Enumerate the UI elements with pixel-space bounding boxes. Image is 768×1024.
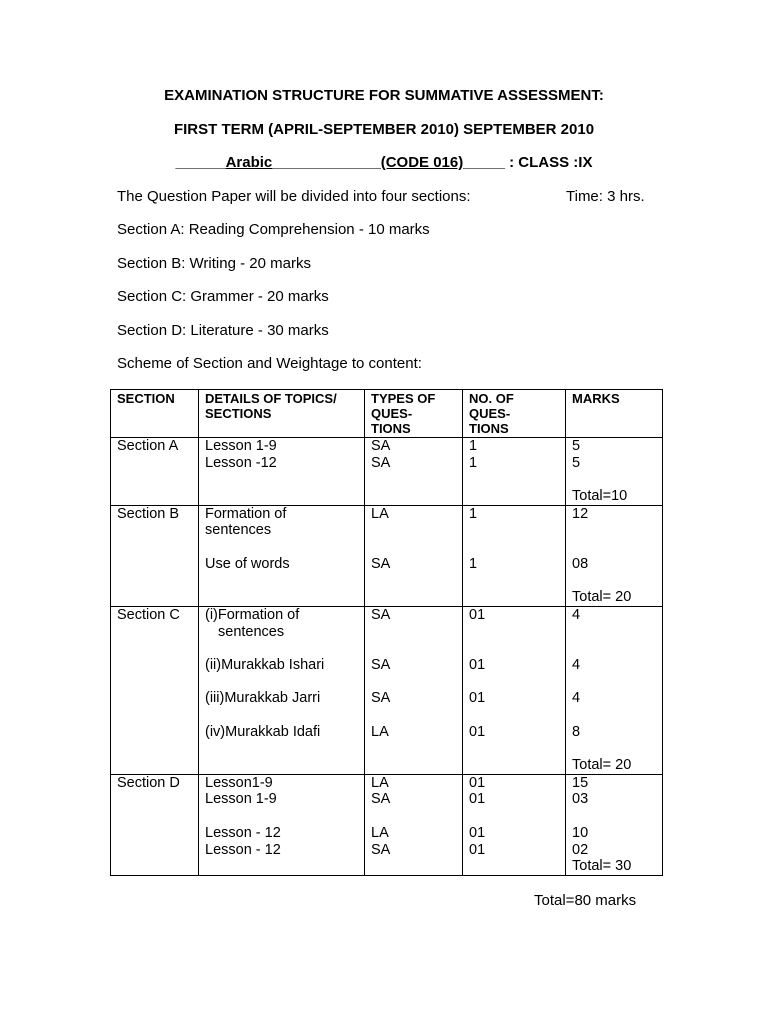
cell-line: SA [371, 791, 391, 808]
cell-line: sentences [205, 522, 272, 539]
cell-line [117, 488, 192, 505]
cell-line: Total= 30 [572, 858, 632, 875]
cell-line [117, 624, 192, 641]
cell-line [117, 556, 192, 573]
cell-line: (i)Formation of [205, 606, 300, 623]
cell-line [117, 539, 192, 556]
cell-line [469, 522, 559, 539]
scheme-table [110, 389, 663, 876]
cell-line [371, 539, 456, 556]
cell-line [572, 573, 656, 590]
header-text: SECTIONS [205, 406, 272, 421]
cell-line [371, 757, 456, 774]
cell-line [469, 488, 559, 505]
cell-line [469, 757, 559, 774]
time-text: Time: 3 hrs. [566, 188, 645, 205]
cell-line: sentences [218, 623, 285, 640]
cell-line [371, 740, 456, 757]
header-section [111, 390, 199, 438]
cell-line: 1 [469, 454, 478, 471]
table-row [111, 505, 663, 606]
cell-line [371, 858, 456, 875]
cell-line [469, 707, 559, 724]
cell-line [469, 740, 559, 757]
header-text: MARKS [572, 391, 620, 406]
cell-line [205, 488, 358, 505]
cell-line [205, 858, 358, 875]
cell-line [117, 791, 192, 808]
cell-line: 01 [469, 723, 486, 740]
cell-line: 03 [572, 791, 589, 808]
cell-line: 01 [469, 841, 486, 858]
cell-line [572, 674, 656, 691]
cell-line [371, 624, 456, 641]
cell-line: 1 [469, 555, 478, 572]
cell-line [117, 757, 192, 774]
cell-line: LA [371, 774, 389, 791]
cell-line [469, 589, 559, 606]
table-row [111, 774, 663, 875]
cell-line: Section D [117, 774, 180, 791]
cell-line [205, 539, 358, 556]
section-summary: Section A: Reading Comprehension - 10 marks [117, 221, 430, 238]
cell-line [371, 589, 456, 606]
cell-types [365, 606, 463, 774]
cell-line: LA [371, 824, 389, 841]
cell-count [463, 606, 566, 774]
cell-line [117, 707, 192, 724]
cell-marks [566, 606, 663, 774]
cell-line [117, 657, 192, 674]
cell-line: 4 [572, 606, 581, 623]
header-text: TIONS [371, 421, 411, 436]
cell-line: 5 [572, 454, 581, 471]
cell-line [117, 455, 192, 472]
cell-line [371, 640, 456, 657]
cell-line [371, 471, 456, 488]
cell-count [463, 438, 566, 506]
cell-line [469, 640, 559, 657]
cell-line [469, 858, 559, 875]
cell-line [117, 674, 192, 691]
cell-section [111, 606, 199, 774]
cell-types [365, 774, 463, 875]
cell-line: 1 [469, 438, 478, 454]
header-text: DETAILS OF TOPICS/ [205, 391, 337, 406]
cell-line [572, 522, 656, 539]
section-summary: Section C: Grammer - 20 marks [117, 288, 329, 305]
cell-line: 02 [572, 841, 589, 858]
cell-marks [566, 774, 663, 875]
table-row [111, 438, 663, 506]
header-text: NO. OF [469, 391, 514, 406]
cell-line [572, 539, 656, 556]
cell-line [205, 640, 358, 657]
cell-line: LA [371, 505, 389, 522]
cell-line: SA [371, 438, 391, 454]
cell-marks [566, 438, 663, 506]
cell-line [117, 858, 192, 875]
cell-line: Section B [117, 505, 180, 522]
cell-details [199, 438, 365, 506]
blank-line: _____________ [272, 154, 381, 171]
cell-line: 08 [572, 555, 589, 572]
cell-section [111, 438, 199, 506]
cell-line [371, 707, 456, 724]
cell-line: (ii)Murakkab Ishari [205, 656, 325, 673]
cell-line: 1 [469, 505, 478, 522]
cell-line [205, 740, 358, 757]
cell-line: 01 [469, 690, 486, 707]
cell-line: Lesson - 12 [205, 824, 281, 841]
cell-details [199, 606, 365, 774]
cell-line [572, 740, 656, 757]
cell-line: 4 [572, 690, 581, 707]
cell-count [463, 774, 566, 875]
cell-line: Total= 20 [572, 589, 632, 606]
title-line-3 [0, 154, 768, 171]
cell-line: SA [371, 454, 391, 471]
cell-line [572, 640, 656, 657]
header-marks [566, 390, 663, 438]
cell-line: 12 [572, 505, 589, 522]
cell-line: 15 [572, 774, 589, 791]
scheme-label: Scheme of Section and Weightage to content: [117, 355, 422, 372]
cell-line [117, 471, 192, 488]
title-line-1: EXAMINATION STRUCTURE FOR SUMMATIVE ASSESSMENT: [164, 87, 604, 104]
cell-details [199, 774, 365, 875]
cell-line [205, 573, 358, 590]
cell-line: Lesson - 12 [205, 841, 281, 858]
cell-line [117, 573, 192, 590]
cell-line: LA [371, 723, 389, 740]
cell-line: Lesson1-9 [205, 774, 273, 791]
cell-line [117, 589, 192, 606]
cell-line [469, 808, 559, 825]
cell-line [117, 825, 192, 842]
cell-line [572, 471, 656, 488]
blank-line: _____ [463, 154, 505, 171]
cell-line [572, 624, 656, 641]
cell-line [371, 573, 456, 590]
cell-line [469, 573, 559, 590]
header-count [463, 390, 566, 438]
cell-line [371, 808, 456, 825]
section-summary: Section D: Literature - 30 marks [117, 322, 329, 339]
header-text: SECTION [117, 391, 175, 406]
cell-line: 01 [469, 791, 486, 808]
cell-line: 8 [572, 723, 581, 740]
header-details [199, 390, 365, 438]
cell-line: 4 [572, 656, 581, 673]
cell-section [111, 505, 199, 606]
cell-line: Lesson 1-9 [205, 791, 277, 808]
cell-types [365, 438, 463, 506]
blank-line: ______ [175, 154, 226, 171]
table-header-row [111, 390, 663, 438]
cell-line [572, 707, 656, 724]
cell-line [205, 707, 358, 724]
cell-line [117, 842, 192, 859]
cell-line: SA [371, 555, 391, 572]
cell-line: 01 [469, 774, 486, 791]
cell-line: SA [371, 690, 391, 707]
cell-line [117, 640, 192, 657]
cell-line: SA [371, 656, 391, 673]
cell-line: SA [371, 841, 391, 858]
cell-line: (iii)Murakkab Jarri [205, 690, 321, 707]
cell-line [117, 808, 192, 825]
cell-line: Total=10 [572, 488, 628, 505]
cell-line [469, 539, 559, 556]
cell-count [463, 505, 566, 606]
cell-line: 01 [469, 656, 486, 673]
cell-line [117, 724, 192, 741]
header-types [365, 390, 463, 438]
section-summary: Section B: Writing - 20 marks [117, 255, 311, 272]
cell-line: 10 [572, 824, 589, 841]
cell-line [205, 674, 358, 691]
cell-details [199, 505, 365, 606]
header-text: QUES- [371, 406, 413, 421]
cell-line [205, 757, 358, 774]
intro-text: The Question Paper will be divided into four sections: [117, 188, 471, 205]
subject-name: Arabic [225, 154, 273, 171]
cell-line: Use of words [205, 555, 290, 572]
cell-line: Lesson -12 [205, 454, 277, 471]
cell-line [205, 471, 358, 488]
cell-line [572, 808, 656, 825]
cell-line [371, 522, 456, 539]
table-row [111, 606, 663, 774]
cell-line: Section C [117, 606, 180, 623]
cell-line: SA [371, 606, 391, 623]
cell-line [469, 471, 559, 488]
cell-line [117, 690, 192, 707]
cell-line: Section A [117, 438, 179, 454]
cell-line: Total= 20 [572, 757, 632, 774]
cell-line [205, 808, 358, 825]
title-line-2: FIRST TERM (APRIL-SEPTEMBER 2010) SEPTEMBER 2010 [173, 121, 595, 138]
cell-line: 5 [572, 438, 581, 454]
cell-line: Lesson 1-9 [205, 438, 277, 454]
header-text: TIONS [469, 421, 509, 436]
cell-line [117, 740, 192, 757]
header-text: QUES- [469, 406, 511, 421]
cell-line [469, 624, 559, 641]
subject-code: (CODE 016) [380, 154, 464, 171]
cell-line: (iv)Murakkab Idafi [205, 723, 321, 740]
header-text: TYPES OF [371, 391, 436, 406]
cell-marks [566, 505, 663, 606]
cell-line: 01 [469, 824, 486, 841]
cell-line: 01 [469, 606, 486, 623]
cell-types [365, 505, 463, 606]
cell-line: Formation of [205, 505, 287, 522]
cell-section [111, 774, 199, 875]
class-label: : CLASS :IX [504, 154, 593, 171]
cell-line [205, 589, 358, 606]
cell-line [371, 488, 456, 505]
cell-line [117, 522, 192, 539]
grand-total: Total=80 marks [534, 892, 637, 909]
cell-line [371, 674, 456, 691]
cell-line [469, 674, 559, 691]
